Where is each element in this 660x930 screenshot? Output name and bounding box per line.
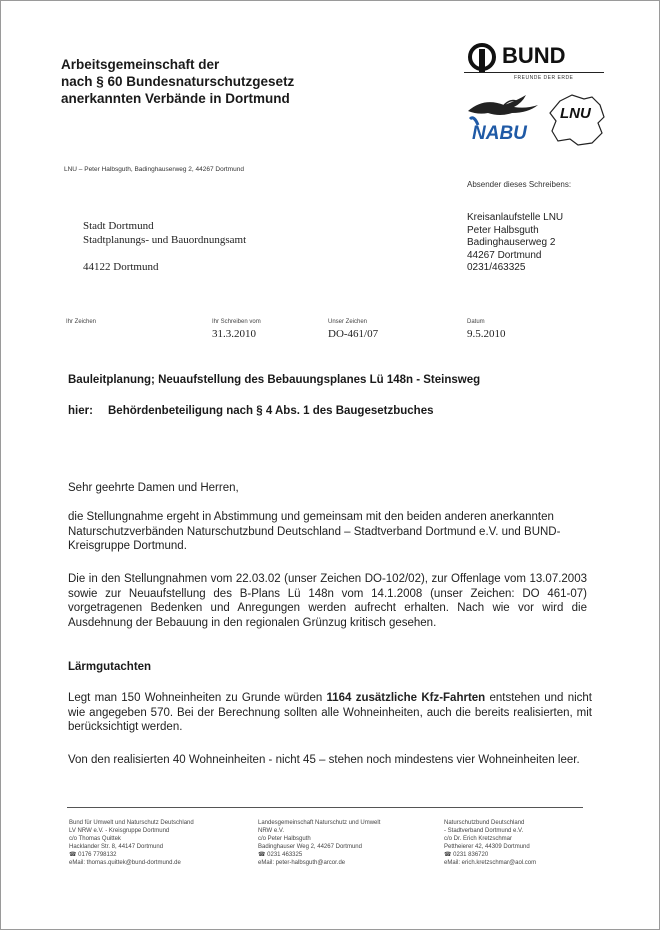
org-line-2: nach § 60 Bundesnaturschutzgesetz xyxy=(61,74,295,89)
footer-nabu-line: eMail: erich.kretzschmar@aol.com xyxy=(444,860,537,866)
nabu-logo-text: NABU xyxy=(472,123,527,144)
bund-logo xyxy=(464,43,606,87)
bund-logo-rule xyxy=(464,72,604,73)
sender-address xyxy=(467,212,563,275)
footer-lnu-line: eMail: peter-halbsguth@arcor.de xyxy=(258,860,346,866)
paragraph-traffic-post: entstehen und nicht wie angegeben 570. Bei der Berechnung sollten alle Wohneinheiten, auch die bereits realisierten, mit berücksichtigt werden. xyxy=(68,692,592,733)
footer-bund-line: ☎ 0176 7798132 xyxy=(69,852,117,858)
sender-line-4: 44267 Dortmund xyxy=(467,249,542,261)
sender-label: Absender dieses Schreibens: xyxy=(467,180,572,189)
sender-line-3: Badinghauserweg 2 xyxy=(467,237,556,248)
stork-icon xyxy=(464,91,544,127)
footer-lnu-line: NRW e.V. xyxy=(258,828,285,834)
bund-logo-tagline: FREUNDE DER ERDE xyxy=(514,75,574,81)
bund-globe-icon xyxy=(464,43,500,73)
paragraph-housing-units: Von den realisierten 40 Wohneinheiten - nicht 45 – stehen noch mindestens vier Wohneinheiten leer. xyxy=(68,754,580,766)
footer-nabu-line: c/o Dr. Erich Kretzschmar xyxy=(444,836,513,842)
subject-line: Bauleitplanung; Neuaufstellung des Bebauungsplanes Lü 148n - Steinsweg xyxy=(68,374,481,386)
footer-nabu xyxy=(444,819,594,867)
salutation: Sehr geehrte Damen und Herren, xyxy=(68,482,239,494)
our-reference-label: Unser Zeichen xyxy=(328,319,368,325)
paragraph-traffic-pre: Legt man 150 Wohneinheiten zu Grunde würden xyxy=(68,692,327,704)
footer-nabu-line: - Stadtverband Dortmund e.V. xyxy=(444,828,524,834)
footer-lnu-line: c/o Peter Halbsguth xyxy=(258,836,311,842)
footer-nabu-line: ☎ 0231 836720 xyxy=(444,852,489,858)
footer-bund-line: Hacklander Str. 8, 44147 Dortmund xyxy=(69,844,164,850)
footer-nabu-line: Pettheierer 42, 44309 Dortmund xyxy=(444,844,530,850)
footer-bund-line: Bund für Umwelt und Naturschutz Deutschland xyxy=(69,820,194,826)
return-address-line: LNU – Peter Halbsguth, Badinghauserweg 2, 44267 Dortmund xyxy=(64,166,244,173)
sender-line-5: 0231/463325 xyxy=(467,262,526,273)
paragraph-intro: die Stellungnahme ergeht in Abstimmung und gemeinsam mit den beiden anderen anerkannten Naturschutzverbänden Naturschutzbund Deutschland – Stadtverband Dortmund e.V. und BUND-Kreisgruppe Dortmund. xyxy=(68,511,561,552)
org-line-1: Arbeitsgemeinschaft der xyxy=(61,57,220,72)
subject-hier-label: hier: xyxy=(68,405,93,417)
bund-logo-text: BUND xyxy=(502,43,566,68)
your-letter-label: Ihr Schreiben vom xyxy=(212,319,261,325)
footer-lnu xyxy=(258,819,438,867)
recipient-gap xyxy=(83,247,246,260)
lnu-logo xyxy=(548,93,608,148)
org-line-3: anerkannten Verbände in Dortmund xyxy=(61,91,290,106)
paragraph-traffic xyxy=(68,691,592,735)
date-value: 9.5.2010 xyxy=(467,328,506,340)
footer-bund-line: LV NRW e.V. - Kreisgruppe Dortmund xyxy=(69,828,170,834)
footer-divider xyxy=(67,807,583,808)
recipient-line-1: Stadt Dortmund xyxy=(83,220,154,232)
footer-lnu-line: Landesgemeinschaft Naturschutz und Umwelt xyxy=(258,820,381,826)
our-reference-value: DO-461/07 xyxy=(328,328,379,340)
sender-line-2: Peter Halbsguth xyxy=(467,224,539,236)
organization-header xyxy=(61,56,294,107)
nabu-logo xyxy=(464,91,544,145)
footer-lnu-line: ☎ 0231 463325 xyxy=(258,852,303,858)
recipient-line-2: Stadtplanungs- und Bauordnungsamt xyxy=(83,234,247,246)
subject-detail: Behördenbeteiligung nach § 4 Abs. 1 des Baugesetzbuches xyxy=(108,405,434,417)
footer-nabu-line: Naturschutzbund Deutschland xyxy=(444,820,525,826)
footer-bund-line: eMail: thomas.quittek@bund-dortmund.de xyxy=(69,860,181,866)
recipient-line-3: 44122 Dortmund xyxy=(83,261,159,273)
footer-bund-line: c/o Thomas Quittek xyxy=(69,836,121,842)
recipient-address xyxy=(83,219,246,274)
section-heading-noise: Lärmgutachten xyxy=(68,661,152,673)
lnu-logo-text: LNU xyxy=(560,105,591,122)
your-letter-date: 31.3.2010 xyxy=(212,328,256,340)
paragraph-traffic-bold: 1164 zusätzliche Kfz-Fahrten xyxy=(326,692,486,704)
your-reference-label: Ihr Zeichen xyxy=(66,319,97,325)
paragraph-objections: Die in den Stellungnahmen vom 22.03.02 (unser Zeichen DO-102/02), zur Offenlage vom 13.07.2003 sowie zur Neuaufstellung des B-Plans Lü 148n vom 14.1.2008 (unser Zeichen: DO 461-07) vorgetragenen Bedenken und Anregungen werden aufrecht erhalten. Nach wie vor wird die Ausdehnung der Bebauung in den regionalen Grünzug kritisch gesehen. xyxy=(68,573,587,629)
footer-bund xyxy=(69,819,249,867)
sender-line-1: Kreisanlaufstelle LNU xyxy=(467,212,564,223)
date-label: Datum xyxy=(467,319,485,325)
footer-lnu-line: Badinghauser Weg 2, 44267 Dortmund xyxy=(258,844,362,850)
